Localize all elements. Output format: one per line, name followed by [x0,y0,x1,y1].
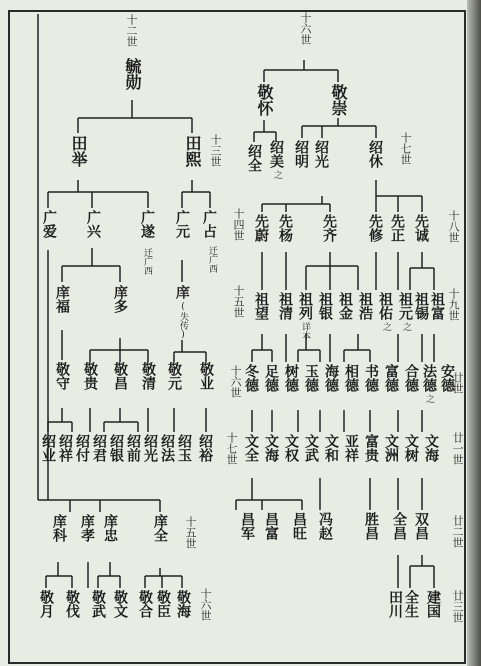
name-zujin: 祖金 [337,292,353,320]
generation-label-17: 十七世 [399,132,412,165]
name-zuqing: 祖清 [277,292,293,320]
name-jinghai: 敬海 [175,590,191,618]
name-zude: 足德 [263,364,279,392]
name-haide: 海德 [323,364,339,392]
name-jingye: 敬业 [198,362,214,390]
name-jinghe: 敬合 [137,590,153,618]
name-zuyin: 祖银 [317,292,333,320]
generation-label-16: 十六世 [299,12,312,45]
name-shude: 树德 [283,364,299,392]
name-wenhe: 文和 [323,434,339,462]
name-zulie: 祖列 [297,292,313,320]
generation-label-12: 十二世 [125,14,138,47]
name-xianxiu: 先修 [367,214,383,242]
name-xiangfu: 庠福 [54,285,70,313]
name-xiancheng: 先诚 [413,214,429,242]
generation-label-14: 十四世 [232,208,245,241]
name-xiangke: 庠科 [51,514,67,542]
name-fade: 法德 [421,364,437,392]
name-fengzhao: 冯赵 [317,512,333,540]
name-wenzhou: 文洲 [383,434,399,462]
name-jingyuan: 敬元 [166,362,182,390]
generation-label-20: 廿世 [451,372,464,394]
name-jinggui: 敬贵 [82,362,98,390]
name-jingwu: 敬武 [90,590,106,618]
name-tianchuan: 田川 [387,590,403,618]
name-tianxi: 田熙 [183,135,202,167]
name-fude: 富德 [383,364,399,392]
name-ande: 安德 [439,364,455,392]
name-xianwei: 先蔚 [253,214,269,242]
generation-label-17b: 十七世 [225,432,238,465]
name-changfu: 昌富 [263,512,279,540]
name-shaofu: 绍付 [74,434,90,462]
name-guangxing: 广兴 [85,210,101,238]
name-changjun: 昌军 [239,512,255,540]
generation-label-23: 廿三世 [451,590,464,623]
name-shaoquan: 绍全 [246,144,262,172]
generation-label-15b: 十五世 [184,516,197,549]
name-shaofa: 绍法 [159,434,175,462]
name-yude: 玉德 [303,364,319,392]
note-guangxi-1: 迁广西 [142,248,152,275]
generation-label-15: 十五世 [232,285,245,318]
name-wenquan2: 文权 [283,434,299,462]
name-jinghuai: 敬怀 [255,84,274,116]
name-wenwu: 文武 [303,434,319,462]
name-xiangquan: 庠全 [152,514,168,542]
name-jingqing: 敬清 [140,362,156,390]
name-shaoxiu: 绍休 [367,140,383,168]
name-dongde: 冬德 [243,364,259,392]
name-guangzhan: 广占 [201,210,217,238]
name-guangsui: 广遂 [139,210,155,238]
name-jingshou: 敬守 [54,362,70,390]
name-jingfa: 敬伐 [64,590,80,618]
name-jianguo: 建国 [425,590,441,618]
name-xianqi: 先齐 [321,214,337,242]
name-guangyuan: 广元 [174,210,190,238]
note-zhi-1: 之 [272,170,282,179]
name-shengchang: 胜昌 [363,512,379,540]
name-quanchang: 全昌 [391,512,407,540]
name-zuyou: 祖佑 [377,292,393,320]
name-quansheng: 全生 [403,590,419,618]
name-wenhai: 文海 [263,434,279,462]
name-xianyang: 先杨 [277,214,293,242]
name-shaoyu: 绍玉 [176,434,192,462]
name-zufu: 祖富 [429,292,445,320]
name-shaoguang: 绍光 [142,434,158,462]
name-hede: 合德 [403,364,419,392]
name-guangai: 广爱 [41,210,57,238]
name-yaxiang: 亚祥 [343,434,359,462]
name-jingwen: 敬文 [112,590,128,618]
name-wenquan: 文全 [243,434,259,462]
note-zhi-2: 之 [381,322,391,331]
generation-label-16b: 十六世 [229,365,242,398]
name-shuangchang: 双昌 [413,512,429,540]
name-xianzheng: 先正 [389,214,405,242]
note-guangxi-2: 迁广西 [207,246,217,273]
name-wenshu: 文树 [403,434,419,462]
name-shaomei: 绍美 [268,140,284,168]
name-xiangzhong: 庠忠 [102,514,118,542]
name-fugui: 富贵 [363,434,379,462]
name-zuyuan: 祖元 [397,292,413,320]
name-shaoxiang: 绍祥 [57,434,73,462]
name-tianju: 田举 [69,135,88,167]
name-shaoqian: 绍前 [125,434,141,462]
note-xiangben: 详本 [300,322,310,340]
name-xiangde: 相德 [343,364,359,392]
name-yuxun: 毓勋 [123,58,142,90]
generation-label-16c: 十六世 [199,588,212,621]
name-shaoguang-r: 绍光 [313,140,329,168]
generation-label-18: 十八世 [447,210,460,243]
name-shaoyu2: 绍裕 [197,434,213,462]
name-zuwang: 祖望 [253,292,269,320]
generation-label-13: 十三世 [209,134,222,167]
name-zuxi: 祖锡 [413,292,429,320]
name-zuhao: 祖浩 [357,292,373,320]
name-jingchang: 敬昌 [112,362,128,390]
generation-label-22: 廿二世 [451,515,464,548]
generation-label-21: 廿一世 [451,432,464,465]
name-wenhai2: 文海 [423,434,439,462]
name-jingchong: 敬崇 [329,84,348,116]
name-shaoye: 绍业 [40,434,56,462]
name-jingchen: 敬臣 [155,590,171,618]
generation-label-19: 十九世 [447,288,460,321]
name-xiang: 庠 [174,285,190,299]
name-xiangduo: 庠多 [112,285,128,313]
note-zhi-4: 之 [424,394,434,403]
name-shaoming: 绍明 [293,140,309,168]
name-jingyue: 敬月 [38,590,54,618]
name-shaoyin: 绍银 [108,434,124,462]
note-shichuan: (失传) [178,302,188,340]
name-changwang: 昌旺 [291,512,307,540]
name-shude2: 书德 [363,364,379,392]
name-shaojun: 绍君 [91,434,107,462]
name-xiangxiao: 庠孝 [79,514,95,542]
note-zhi-3: 之 [401,322,411,331]
